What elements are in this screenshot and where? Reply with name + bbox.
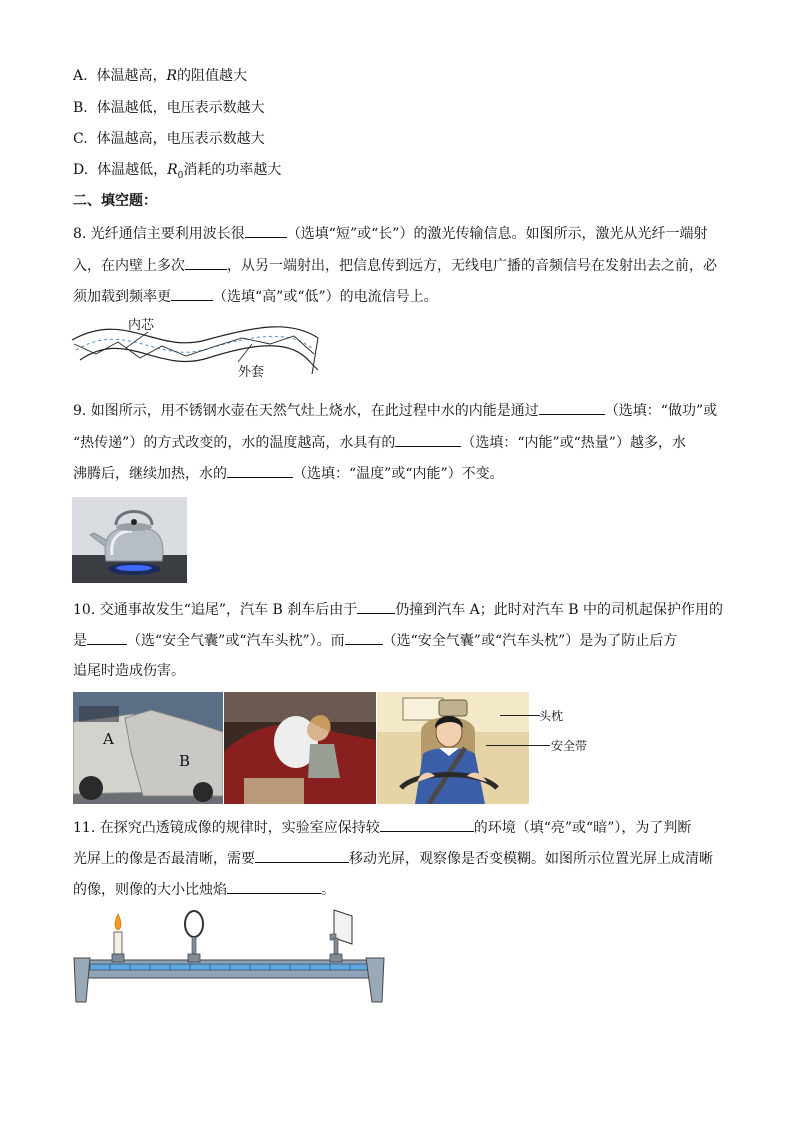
airbag-photo [224, 692, 376, 804]
q10-line-3: 追尾时造成伤害。 [73, 663, 185, 679]
option-b: B. 体温越低，电压表示数越大 [73, 100, 265, 116]
q8-blank-1[interactable] [245, 223, 287, 238]
seatbelt-leader-line [486, 745, 550, 746]
q11-blank-1[interactable] [380, 817, 474, 832]
fiber-inner-label: 内芯 [128, 318, 155, 333]
q11-line-2: 光屏上的像是否最清晰，需要 移动光屏，观察像是否变模糊。如图所示位置光屏上成清晰 [73, 848, 713, 869]
q9-line-1: 9. 如图所示，用不锈钢水壶在天然气灶上烧水，在此过程中水的内能是通过 （选填：“做功”或 [73, 400, 717, 421]
q11-line-1: 11. 在探究凸透镜成像的规律时，实验室应保持较 的环境（填“亮”或“暗”），为了判断 [73, 817, 691, 838]
q10-blank-1[interactable] [357, 599, 395, 614]
q9-blank-2[interactable] [395, 432, 461, 447]
fiber-outer-label: 外套 [238, 365, 265, 380]
car-a-label: A [103, 730, 114, 748]
q9-blank-1[interactable] [539, 400, 605, 415]
q11-line-3: 的像，则像的大小比烛焰 。 [73, 879, 335, 900]
kettle-photo [72, 497, 187, 583]
q10-line-1: 10. 交通事故发生“追尾”，汽车 B 刹车后由于 仍撞到汽车 A；此时对汽车 B 中的司机起保护作用的 [73, 599, 723, 620]
optical-fiber-diagram [66, 314, 336, 386]
headrest-label: 头枕 [539, 709, 564, 723]
q9-line-2: “热传递”）的方式改变的，水的温度越高，水具有的 （选填：“内能”或“热量”）越多，水 [73, 432, 686, 453]
car-b-label: B [179, 752, 191, 770]
seatbelt-label: 安全带 [551, 739, 588, 753]
q8-line-2: 入，在内壁上多次 ，从另一端射出，把信息传到远方，无线电广播的音频信号在发射出去之前，必 [73, 255, 717, 276]
q10-blank-2[interactable] [87, 630, 127, 645]
option-c: C. 体温越高，电压表示数越大 [73, 131, 265, 147]
q8-blank-3[interactable] [171, 286, 213, 301]
q8-blank-2[interactable] [185, 255, 227, 270]
option-d: D. 体温越低，$R_0$消耗的功率越大 [73, 162, 282, 181]
driver-headrest-seatbelt-illustration [377, 692, 529, 804]
q11-blank-2[interactable] [255, 848, 349, 863]
q9-blank-3[interactable] [227, 463, 293, 478]
q11-blank-3[interactable] [227, 879, 321, 894]
q8-line-3: 须加载到频率更 （选填“高”或“低”）的电流信号上。 [73, 286, 438, 307]
q10-line-2: 是 （选“安全气囊”或“汽车头枕”）。而 （选“安全气囊”或“汽车头枕”）是为了防止后方 [73, 630, 677, 651]
q9-line-3: 沸腾后，继续加热，水的 （选填：“温度”或“内能”）不变。 [73, 463, 504, 484]
headrest-leader-line [500, 715, 540, 716]
q8-line-1: 8. 光纤通信主要利用波长很 （选填“短”或“长”）的激光传输信息。如图所示，激光从光纤一端射 [73, 223, 707, 244]
optical-bench-diagram [70, 908, 388, 1006]
section-heading: 二、填空题： [73, 193, 157, 209]
rear-end-crash-photo [73, 692, 223, 804]
q10-blank-3[interactable] [345, 630, 383, 645]
option-a: A. 体温越高，R的阻值越大 [73, 68, 248, 84]
